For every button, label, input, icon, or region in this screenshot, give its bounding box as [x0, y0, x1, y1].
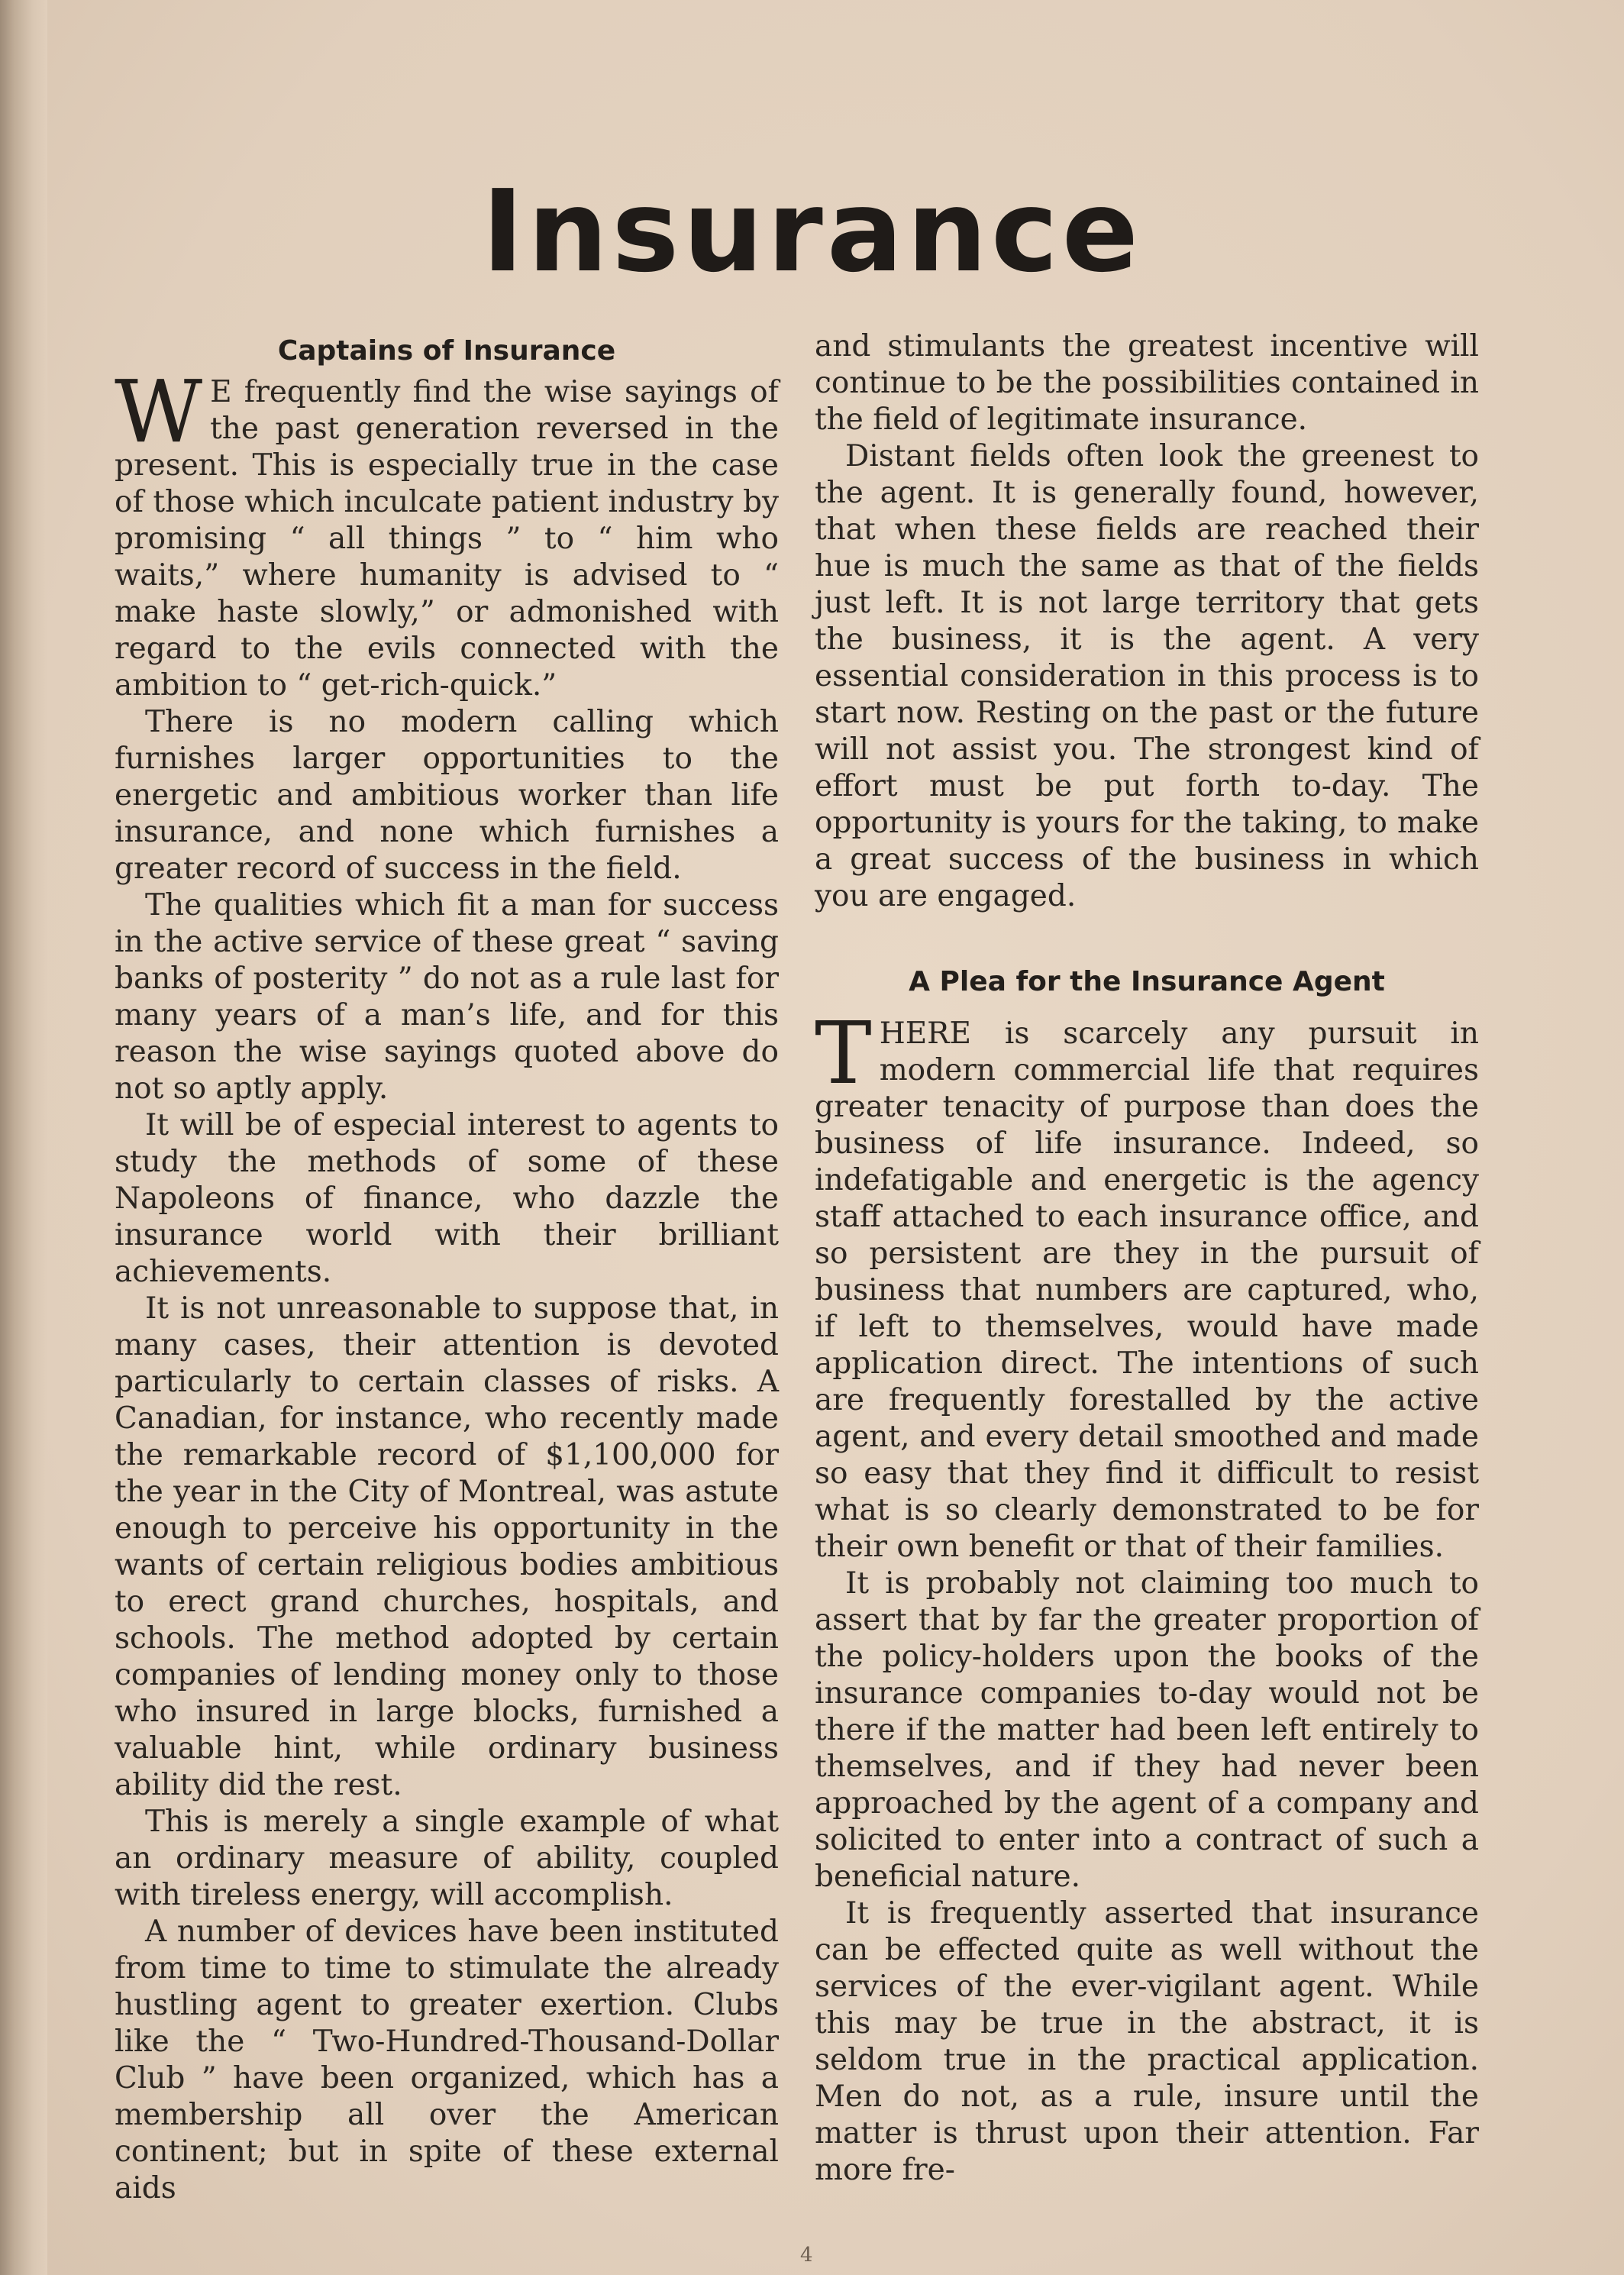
article-paragraph [815, 1004, 1479, 1566]
article-paragraph: Distant fields often look the greenest to the agent. It is generally found, however, that when these fields are reached their hue is much the same as that of the fields just left. It is not large territory that gets the business, it is the agent. A very essential consideration in this process is to start now. Resting on the past or the future will not assist you. The strongest kind of effort must be put forth to-day. The opportunity is yours for the taking, to make a great success of the business in which you are engaged. [815, 439, 1479, 913]
article-paragraph: The qualities which fit a man for success in the active service of these great “ saving banks of posterity ” do not as a rule last for many years of a man’s life, and for this reason the wise sayings quoted above do not so aptly apply. [115, 888, 779, 1106]
drop-cap: W [115, 363, 203, 462]
left-column [115, 328, 779, 2207]
article-paragraph [115, 363, 779, 704]
page-folio: 4 [800, 2244, 813, 2267]
article-paragraph: A number of devices have been instituted from time to time to stimulate the already hustling agent to greater exertion. Clubs like the “ Two-Hundred-Thousand-Dollar Club ” have been organized, which has a membership all over the American continent; but in spite of these external aids [115, 1915, 779, 2206]
article-heading-plea: A Plea for the Insurance Agent [909, 966, 1385, 997]
article-paragraph: It is not unreasonable to suppose that, in many cases, their attention is devoted particularly to certain classes of risks. A Canadian, for instance, who recently made the remarkable record of $1,100,000 for the year in the City of Montreal, was astute enough to perceive his opportunity in the wants of certain religious bodies ambitious to erect grand churches, hospitals, and schools. The method adopted by certain companies of lending money only to those who insured in large blocks, furnished a valuable hint, while ordinary business ability did the rest. [115, 1291, 779, 1802]
article-heading-captains: Captains of Insurance [277, 335, 616, 367]
article-paragraph: It is frequently asserted that insurance can be effected quite as well without the services of the ever-vigilant agent. While this may be true in the abstract, it is seldom true in the practical application. Men do not, as a rule, insure until the matter is thrust upon their attention. Far more fre- [815, 1896, 1479, 2187]
paragraph-text: HERE is scarcely any pursuit in modern commercial life that requires greater tenacity of purpose than does the business of life insurance. Indeed, so indefatigable and energetic is the agency staff attached to each insurance office, and so persistent are they in the pursuit of business that numbers are captured, who, if left to themselves, would have made application direct. The intentions of such are frequently forestalled by the active agent, and every detail smoothed and made so easy that they find it difficult to resist what is so clearly demonstrated to be for their own benefit or that of their families. [815, 1016, 1479, 1564]
page-title: Insurance [481, 166, 1143, 297]
article-paragraph: It will be of especial interest to agents to study the methods of some of these Napoleons of finance, who dazzle the insurance world with their brilliant achievements. [115, 1108, 779, 1289]
article-paragraph: This is merely a single example of what an ordinary measure of ability, coupled with tireless energy, will accomplish. [115, 1805, 779, 1912]
drop-cap: T [815, 1004, 872, 1104]
article-paragraph: It is probably not claiming too much to assert that by far the greater proportion of the policy-holders upon the books of the insurance companies to-day would not be there if the matter had been left entirely to themselves, and if they had never been approached by the agent of a company and solicited to enter into a contract of such a beneficial nature. [815, 1566, 1479, 1894]
article-paragraph: There is no modern calling which furnishes larger opportunities to the energetic and ambitious worker than life insurance, and none which furnishes a greater record of success in the field. [115, 705, 779, 886]
page-binding-edge [0, 0, 47, 2275]
article-paragraph-continued: and stimulants the greatest incentive will continue to be the possibilities contained in the field of legitimate insurance. [815, 329, 1479, 437]
paragraph-text: E frequently find the wise sayings of the past generation reversed in the present. This is especially true in the case of those which inculcate patient industry by promising “ all things ” to “ him who waits,” where humanity is advised to “ make haste slowly,” or admonished with regard to the evils connected with the ambition to “ get-rich-quick.” [115, 375, 779, 703]
right-column [815, 328, 1479, 2189]
